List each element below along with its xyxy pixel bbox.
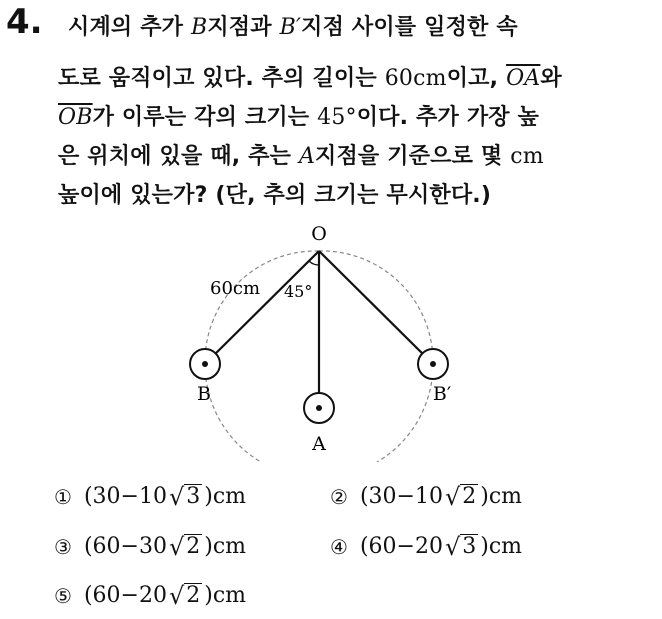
option-text: (30−10 <box>359 484 443 510</box>
label-bprime: B′ <box>432 383 452 405</box>
bob-b <box>190 349 220 379</box>
option-text: (60−20 <box>83 583 167 609</box>
pendulum-diagram <box>180 222 480 462</box>
option-text: )cm <box>204 534 247 560</box>
bob-bprime <box>418 349 448 379</box>
segment-ob: $\overline{OB}$ <box>58 105 93 130</box>
text-segment: 지점 사이를 일정한 속 <box>301 15 518 40</box>
unit-cm: cm <box>510 144 544 169</box>
text-segment: 지점과 <box>207 15 280 40</box>
question-line-5: 높이에 있는가? (단, 추의 크기는 무시한다.) <box>58 183 492 208</box>
bob-a <box>304 393 334 423</box>
option-number: ② <box>330 484 348 509</box>
angle-arc <box>309 261 319 265</box>
sqrt-icon: √ 2 <box>168 533 201 562</box>
option-text: (60−20 <box>359 534 443 560</box>
radicand: 2 <box>186 534 201 559</box>
text-segment: 도로 움직이고 있다. 추의 길이는 <box>58 66 385 91</box>
answer-option-2[interactable] <box>330 483 523 512</box>
option-text: )cm <box>480 534 523 560</box>
length-value: 60 <box>384 66 414 91</box>
text-segment: 와 <box>540 66 562 91</box>
answer-option-3[interactable] <box>54 533 247 562</box>
question-line-4 <box>58 139 544 170</box>
length-unit: cm <box>413 66 447 91</box>
label-a: A <box>312 433 326 455</box>
option-text: (30−10 <box>83 484 167 510</box>
question-line-3 <box>58 100 539 131</box>
text-segment: 가 이루는 각의 크기는 <box>92 105 318 130</box>
answer-option-5[interactable] <box>54 582 247 611</box>
segment-oa: $\overline{OA}$ <box>506 66 541 91</box>
angle-label: 45° <box>284 282 313 301</box>
text-segment: 시계의 추가 <box>68 15 191 40</box>
point-b-math: B <box>190 15 208 40</box>
text-segment: 이다. 추가 가장 높 <box>356 105 540 130</box>
radicand: 3 <box>462 534 477 559</box>
option-number: ③ <box>54 534 72 559</box>
option-text: )cm <box>204 484 247 510</box>
sqrt-icon: √ 3 <box>168 483 201 512</box>
option-number: ① <box>54 484 72 509</box>
sqrt-icon: √ 2 <box>168 582 201 611</box>
radicand: 2 <box>186 583 201 608</box>
option-text: )cm <box>204 583 247 609</box>
degree-sign: ° <box>345 105 357 130</box>
point-a-math: A <box>298 144 316 169</box>
label-b: B <box>197 383 211 405</box>
question-line-1 <box>68 10 518 41</box>
point-bprime-math: B′ <box>279 15 302 40</box>
sqrt-icon: √ 3 <box>444 533 477 562</box>
answer-option-4[interactable] <box>330 533 523 562</box>
radicand: 2 <box>462 484 477 509</box>
length-label: 60cm <box>210 278 261 299</box>
sqrt-icon: √ 2 <box>444 483 477 512</box>
question-line-2 <box>58 61 562 92</box>
option-text: )cm <box>480 484 523 510</box>
radicand: 3 <box>186 484 201 509</box>
angle-value: 45 <box>317 105 346 130</box>
option-number: ④ <box>330 534 348 559</box>
question-number: 4. <box>6 2 43 42</box>
option-number: ⑤ <box>54 583 72 608</box>
option-text: (60−30 <box>83 534 167 560</box>
string-obprime <box>319 251 433 364</box>
answer-option-1[interactable] <box>54 483 247 512</box>
text-segment: 이고, <box>446 66 507 91</box>
string-ob <box>205 251 319 364</box>
text-segment: 지점을 기준으로 몇 <box>315 144 511 169</box>
text-segment: 은 위치에 있을 때, 추는 <box>58 144 299 169</box>
label-o: O <box>311 223 327 245</box>
